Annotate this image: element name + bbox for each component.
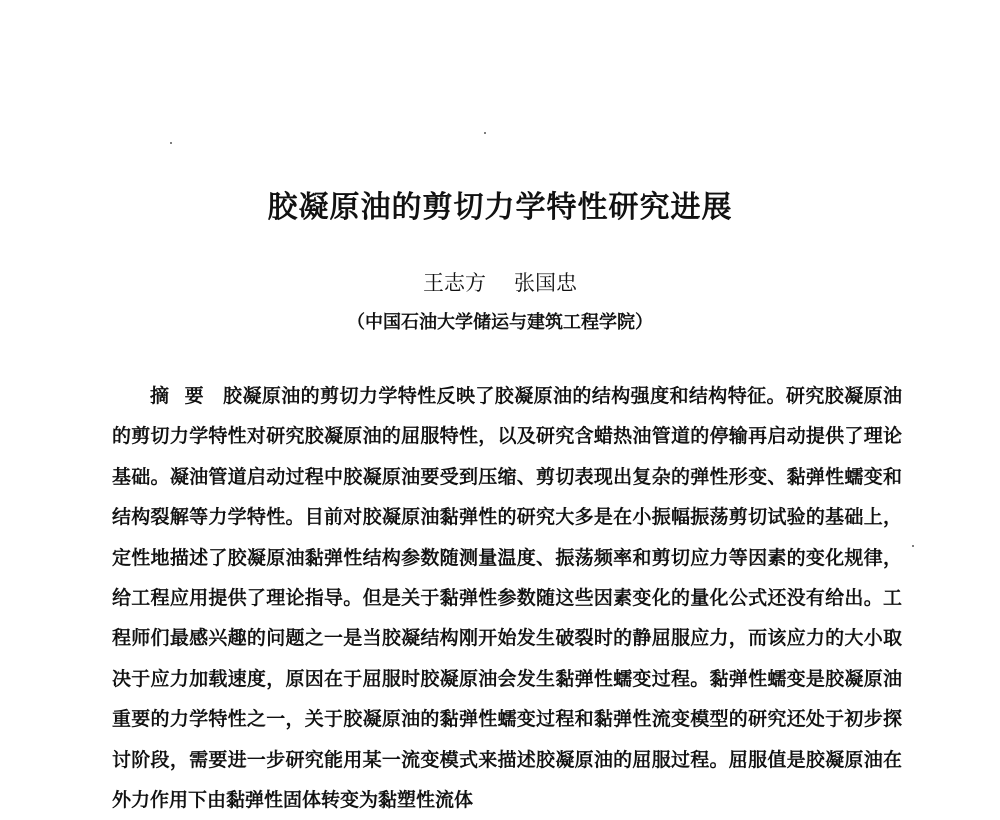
abstract-label: 摘要 <box>150 385 220 407</box>
paper-title: 胶凝原油的剪切力学特性研究进展 <box>267 190 733 225</box>
scan-speck <box>170 142 172 144</box>
scan-speck <box>484 132 486 134</box>
author-list <box>0 268 1000 298</box>
scan-speck <box>912 545 914 547</box>
author-name: 张国忠 <box>514 271 577 295</box>
abstract-paragraph <box>112 376 902 820</box>
author-affiliation: （中国石油大学储运与建筑工程学院） <box>347 312 653 333</box>
abstract-text: 胶凝原油的剪切力学特性反映了胶凝原油的结构强度和结构特征。研究胶凝原油的剪切力学特性对研究胶凝原油的屈服特性，以及研究含蜡热油管道的停输再启动提供了理论基础。凝油管道启动过程中胶凝原油要受到压缩、剪切表现出复杂的弹性形变、黏弹性蠕变和结构裂解等力学特性。目前对胶凝原油黏弹性的研究大多是在小振幅振荡剪切试验的基础上，定性地描述了胶凝原油黏弹性结构参数随测量温度、振荡频率和剪切应力等因素的变化规律，给工程应用提供了理论指导。但是关于黏弹性参数随这些因素变化的量化公式还没有给出。工程师们最感兴趣的问题之一是当胶凝结构刚开始发生破裂时的静屈服应力，而该应力的大小取决于应力加载速度，原因在于屈服时胶凝原油会发生黏弹性蠕变过程。黏弹性蠕变是胶凝原油重要的力学特性之一，关于胶凝原油的黏弹性蠕变过程和黏弹性流变模型的研究还处于初步探讨阶段，需要进一步研究能用某一流变模式来描述胶凝原油的屈服过程。屈服值是胶凝原油在外力作用下由黏弹性固体转变为黏塑性流体 <box>112 385 902 812</box>
author-name: 王志方 <box>423 271 486 295</box>
